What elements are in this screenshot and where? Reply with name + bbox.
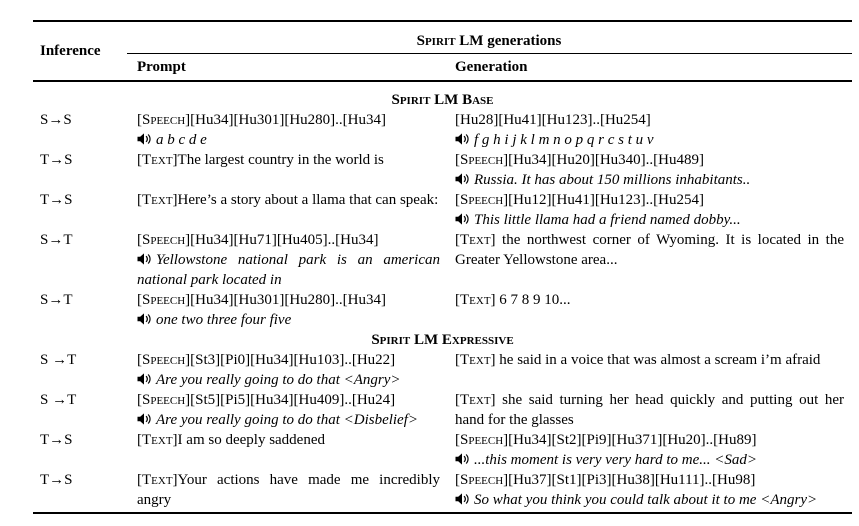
column-header-generation: Generation bbox=[455, 59, 528, 75]
generation-text: she said turning her head quickly and putting out her hand for the glasses bbox=[455, 392, 844, 428]
modality-tag: [Text] bbox=[137, 152, 178, 168]
speaker-icon bbox=[455, 490, 470, 510]
audio-line bbox=[137, 410, 440, 430]
audio-transcript: a b c d e bbox=[156, 132, 207, 148]
modality-tag: [Text] bbox=[455, 392, 496, 408]
token-text: [St5][Pi5][Hu34][Hu409]..[Hu24] bbox=[190, 392, 396, 408]
modality-tag: [Speech] bbox=[137, 392, 191, 408]
audio-line bbox=[455, 490, 844, 510]
audio-transcript: ...this moment is very very hard to me... <Sad> bbox=[474, 452, 757, 468]
modality-tag: [Text] bbox=[455, 352, 496, 368]
audio-line bbox=[455, 210, 844, 230]
token-line bbox=[137, 290, 440, 310]
modality-tag: [Speech] bbox=[455, 432, 509, 448]
modality-tag: [Speech] bbox=[137, 112, 191, 128]
modality-tag: [Speech] bbox=[137, 292, 191, 308]
prompt-cell bbox=[126, 390, 444, 430]
generation-cell bbox=[444, 190, 852, 230]
token-line bbox=[455, 110, 844, 130]
prompt-text: Here’s a story about a llama that can speak: bbox=[177, 192, 439, 208]
prompt-text: I am so deeply saddened bbox=[177, 432, 325, 448]
inference-cell: S→T bbox=[40, 232, 73, 248]
generation-cell bbox=[444, 430, 852, 470]
token-line bbox=[455, 150, 844, 170]
text-line bbox=[455, 390, 844, 430]
audio-transcript: Are you really going to do that <Angry> bbox=[156, 372, 401, 388]
text-line bbox=[455, 290, 844, 310]
audio-transcript: one two three four five bbox=[156, 312, 292, 328]
generations-table bbox=[33, 20, 852, 514]
modality-tag: [Speech] bbox=[137, 352, 191, 368]
token-text: [Hu34][Hu71][Hu405]..[Hu34] bbox=[190, 232, 379, 248]
text-line bbox=[137, 430, 440, 450]
generation-cell bbox=[444, 230, 852, 270]
inference-cell: S →T bbox=[40, 392, 77, 408]
token-line bbox=[137, 390, 440, 410]
modality-tag: [Speech] bbox=[455, 152, 509, 168]
generation-text: the northwest corner of Wyoming. It is located in the Greater Yellowstone area... bbox=[455, 232, 844, 268]
spanning-header-rest: generations bbox=[483, 33, 562, 49]
audio-line bbox=[455, 450, 844, 470]
modality-tag: [Speech] bbox=[455, 472, 509, 488]
audio-transcript: f g h i j k l m n o p q r c s t u v bbox=[474, 132, 654, 148]
audio-transcript: Russia. It has about 150 millions inhabitants.. bbox=[474, 172, 751, 188]
text-line bbox=[455, 230, 844, 270]
prompt-text: The largest country in the world is bbox=[177, 152, 384, 168]
speaker-icon bbox=[137, 250, 152, 270]
section-header-base bbox=[33, 82, 852, 110]
prompt-cell bbox=[126, 110, 444, 150]
speaker-icon bbox=[137, 370, 152, 390]
table-body bbox=[33, 82, 852, 510]
generation-cell bbox=[444, 350, 852, 370]
token-text: [Hu37][St1][Pi3][Hu38][Hu111]..[Hu98] bbox=[508, 472, 756, 488]
spanning-header-title bbox=[126, 31, 852, 53]
speaker-icon bbox=[455, 210, 470, 230]
bottom-rule bbox=[33, 512, 852, 514]
text-line bbox=[137, 150, 440, 170]
audio-line bbox=[137, 370, 440, 390]
prompt-cell bbox=[126, 290, 444, 330]
token-line bbox=[137, 350, 440, 370]
token-line bbox=[455, 190, 844, 210]
token-text: [Hu34][Hu301][Hu280]..[Hu34] bbox=[190, 112, 386, 128]
text-line bbox=[137, 190, 440, 210]
section-title: Spirit LM Expressive bbox=[371, 332, 514, 348]
speaker-icon bbox=[137, 130, 152, 150]
prompt-cell bbox=[126, 470, 444, 510]
speaker-icon bbox=[137, 310, 152, 330]
modality-tag: [Text] bbox=[137, 432, 178, 448]
generation-cell bbox=[444, 390, 852, 430]
generation-text: 6 7 8 9 10... bbox=[495, 292, 571, 308]
speaker-icon bbox=[455, 170, 470, 190]
audio-line bbox=[137, 310, 440, 330]
modality-tag: [Text] bbox=[137, 192, 178, 208]
prompt-cell bbox=[126, 230, 444, 290]
inference-cell: S→T bbox=[40, 292, 73, 308]
generation-text: he said in a voice that was almost a scream i’m afraid bbox=[495, 352, 821, 368]
prompt-cell bbox=[126, 430, 444, 450]
token-text: [Hu34][St2][Pi9][Hu371][Hu20]..[Hu89] bbox=[508, 432, 757, 448]
token-text: [Hu34][Hu20][Hu340]..[Hu489] bbox=[508, 152, 704, 168]
inference-cell: T→S bbox=[40, 192, 73, 208]
audio-line bbox=[137, 130, 440, 150]
token-text: [Hu28][Hu41][Hu123]..[Hu254] bbox=[455, 112, 651, 128]
audio-transcript: So what you think you could talk about it to me <Angry> bbox=[474, 492, 818, 508]
text-line bbox=[455, 350, 844, 370]
table-header bbox=[33, 22, 852, 80]
token-line bbox=[455, 430, 844, 450]
text-line bbox=[137, 470, 440, 510]
prompt-cell bbox=[126, 190, 444, 210]
inference-cell: S →T bbox=[40, 352, 77, 368]
audio-line bbox=[455, 170, 844, 190]
generation-cell bbox=[444, 110, 852, 150]
token-text: [Hu34][Hu301][Hu280]..[Hu34] bbox=[190, 292, 386, 308]
token-text: [Hu12][Hu41][Hu123]..[Hu254] bbox=[508, 192, 704, 208]
speaker-icon bbox=[137, 410, 152, 430]
column-header-inference: Inference bbox=[40, 43, 101, 59]
audio-line bbox=[137, 250, 440, 290]
token-line bbox=[137, 230, 440, 250]
prompt-cell bbox=[126, 150, 444, 170]
audio-transcript: Are you really going to do that <Disbelief> bbox=[156, 412, 419, 428]
generation-cell bbox=[444, 290, 852, 310]
section-title: Spirit LM Base bbox=[391, 92, 494, 108]
token-line bbox=[455, 470, 844, 490]
generation-cell bbox=[444, 470, 852, 510]
modality-tag: [Speech] bbox=[455, 192, 509, 208]
generation-cell bbox=[444, 150, 852, 190]
prompt-text: Your actions have made me incredibly angry bbox=[137, 472, 440, 508]
speaker-icon bbox=[455, 450, 470, 470]
speaker-icon bbox=[455, 130, 470, 150]
inference-cell: T→S bbox=[40, 152, 73, 168]
spanning-header-smallcaps: Spirit LM bbox=[416, 33, 484, 49]
column-header-prompt: Prompt bbox=[137, 59, 186, 75]
inference-cell: S→S bbox=[40, 112, 72, 128]
section-header-expressive bbox=[33, 330, 852, 350]
audio-transcript: Yellowstone national park is an american national park located in bbox=[137, 252, 440, 288]
modality-tag: [Text] bbox=[455, 292, 496, 308]
modality-tag: [Speech] bbox=[137, 232, 191, 248]
token-line bbox=[137, 110, 440, 130]
modality-tag: [Text] bbox=[455, 232, 496, 248]
audio-transcript: This little llama had a friend named dobby... bbox=[474, 212, 741, 228]
audio-line bbox=[455, 130, 844, 150]
inference-cell: T→S bbox=[40, 472, 73, 488]
token-text: [St3][Pi0][Hu34][Hu103]..[Hu22] bbox=[190, 352, 396, 368]
modality-tag: [Text] bbox=[137, 472, 178, 488]
prompt-cell bbox=[126, 350, 444, 390]
inference-cell: T→S bbox=[40, 432, 73, 448]
